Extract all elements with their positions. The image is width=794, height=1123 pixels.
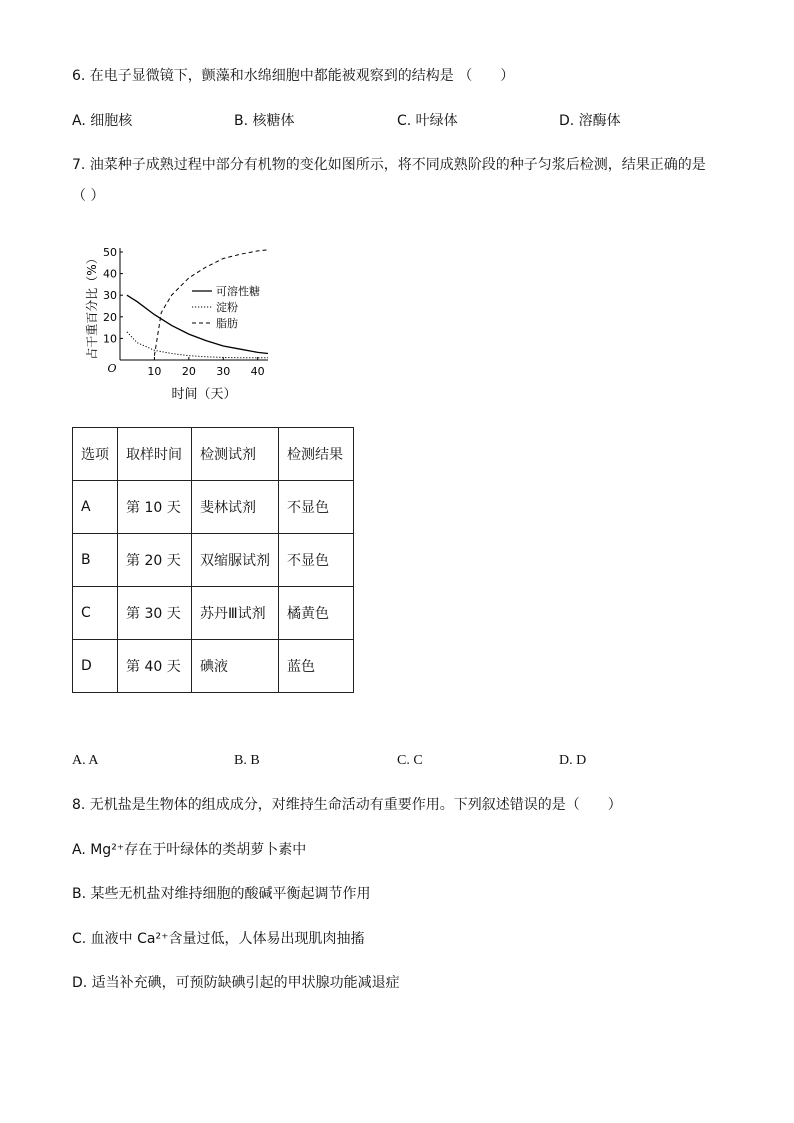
x-tick-label: 40 bbox=[250, 365, 265, 378]
table-cell: 不显色 bbox=[279, 534, 354, 587]
table-header-cell: 选项 bbox=[73, 428, 118, 481]
y-tick-label: 20 bbox=[103, 310, 117, 324]
table-cell: 碘液 bbox=[192, 640, 279, 693]
legend-label-2: 淀粉 bbox=[216, 301, 238, 314]
q6-stem: 6. 在电子显微镜下，颤藻和水绵细胞中都能被观察到的结构是 （ ） bbox=[72, 68, 515, 84]
y-axis-label: 占干重百分比（%） bbox=[85, 252, 99, 360]
table-cell: 蓝色 bbox=[279, 640, 354, 693]
q7-table bbox=[72, 427, 354, 693]
x-tick-label: 30 bbox=[216, 365, 231, 378]
x-tick-label: 20 bbox=[181, 365, 196, 378]
table-header-cell: 检测结果 bbox=[279, 428, 354, 481]
y-tick-label: 50 bbox=[103, 246, 117, 259]
q8-stem: 8. 无机盐是生物体的组成成分，对维持生命活动有重要作用。下列叙述错误的是（ ） bbox=[72, 797, 622, 813]
table-row bbox=[73, 587, 354, 640]
q7-option-a: A. A bbox=[72, 753, 99, 768]
q7-chart bbox=[85, 236, 304, 406]
q6-option-c: C. 叶绿体 bbox=[397, 113, 458, 129]
q7-option-d: D. D bbox=[559, 753, 587, 768]
q6-option-a: A. 细胞核 bbox=[72, 113, 133, 129]
table-row bbox=[73, 640, 354, 693]
series-line-1 bbox=[127, 295, 268, 353]
q8-option-c: C. 血液中 Ca²⁺含量过低，人体易出现肌肉抽搐 bbox=[72, 931, 365, 947]
y-tick-label: 10 bbox=[103, 332, 117, 346]
chart-legend bbox=[192, 284, 260, 330]
table-row bbox=[73, 481, 354, 534]
origin-label: O bbox=[107, 362, 117, 375]
table-cell: 橘黄色 bbox=[279, 587, 354, 640]
table-cell: 苏丹Ⅲ试剂 bbox=[192, 587, 279, 640]
table-cell: D bbox=[73, 640, 118, 693]
table-cell: C bbox=[73, 587, 118, 640]
table-cell: B bbox=[73, 534, 118, 587]
table-cell: 第 10 天 bbox=[118, 481, 192, 534]
chart-axes bbox=[120, 248, 268, 360]
table-cell: 第 20 天 bbox=[118, 534, 192, 587]
legend-label-1: 可溶性糖 bbox=[216, 285, 260, 298]
chart-series bbox=[127, 250, 268, 358]
table-cell: 不显色 bbox=[279, 481, 354, 534]
table-header-row bbox=[73, 428, 354, 481]
q6-option-b: B. 核糖体 bbox=[234, 113, 295, 129]
legend-label-3: 脂肪 bbox=[216, 317, 238, 330]
q8-option-a: A. Mg²⁺存在于叶绿体的类胡萝卜素中 bbox=[72, 842, 307, 858]
q8-option-d: D. 适当补充碘，可预防缺碘引起的甲状腺功能减退症 bbox=[72, 975, 400, 991]
series-line-3 bbox=[154, 250, 268, 356]
table-header-cell: 取样时间 bbox=[118, 428, 192, 481]
x-tick-label: 10 bbox=[147, 365, 162, 378]
q8-option-b: B. 某些无机盐对维持细胞的酸碱平衡起调节作用 bbox=[72, 886, 371, 902]
q7-options bbox=[72, 751, 732, 771]
table-cell: 第 30 天 bbox=[118, 587, 192, 640]
y-tick-label: 30 bbox=[103, 289, 117, 303]
q7-stem-line1: 7. 油菜种子成熟过程中部分有机物的变化如图所示，将不同成熟阶段的种子匀浆后检测，结果正确的是 bbox=[72, 157, 706, 173]
table-cell: 斐林试剂 bbox=[192, 481, 279, 534]
y-tick-label: 40 bbox=[103, 267, 117, 281]
q7-option-b: B. B bbox=[234, 753, 260, 768]
table-cell: A bbox=[73, 481, 118, 534]
table-header-cell: 检测试剂 bbox=[192, 428, 279, 481]
table-cell: 第 40 天 bbox=[118, 640, 192, 693]
q6-option-d: D. 溶酶体 bbox=[559, 113, 621, 129]
x-axis-label: 时间（天） bbox=[171, 387, 237, 402]
series-line-2 bbox=[127, 332, 268, 358]
table-cell: 双缩脲试剂 bbox=[192, 534, 279, 587]
q7-option-c: C. C bbox=[397, 753, 423, 768]
q7-stem-line2: （ ） bbox=[72, 188, 105, 204]
q6-options bbox=[72, 111, 732, 131]
table-row bbox=[73, 534, 354, 587]
